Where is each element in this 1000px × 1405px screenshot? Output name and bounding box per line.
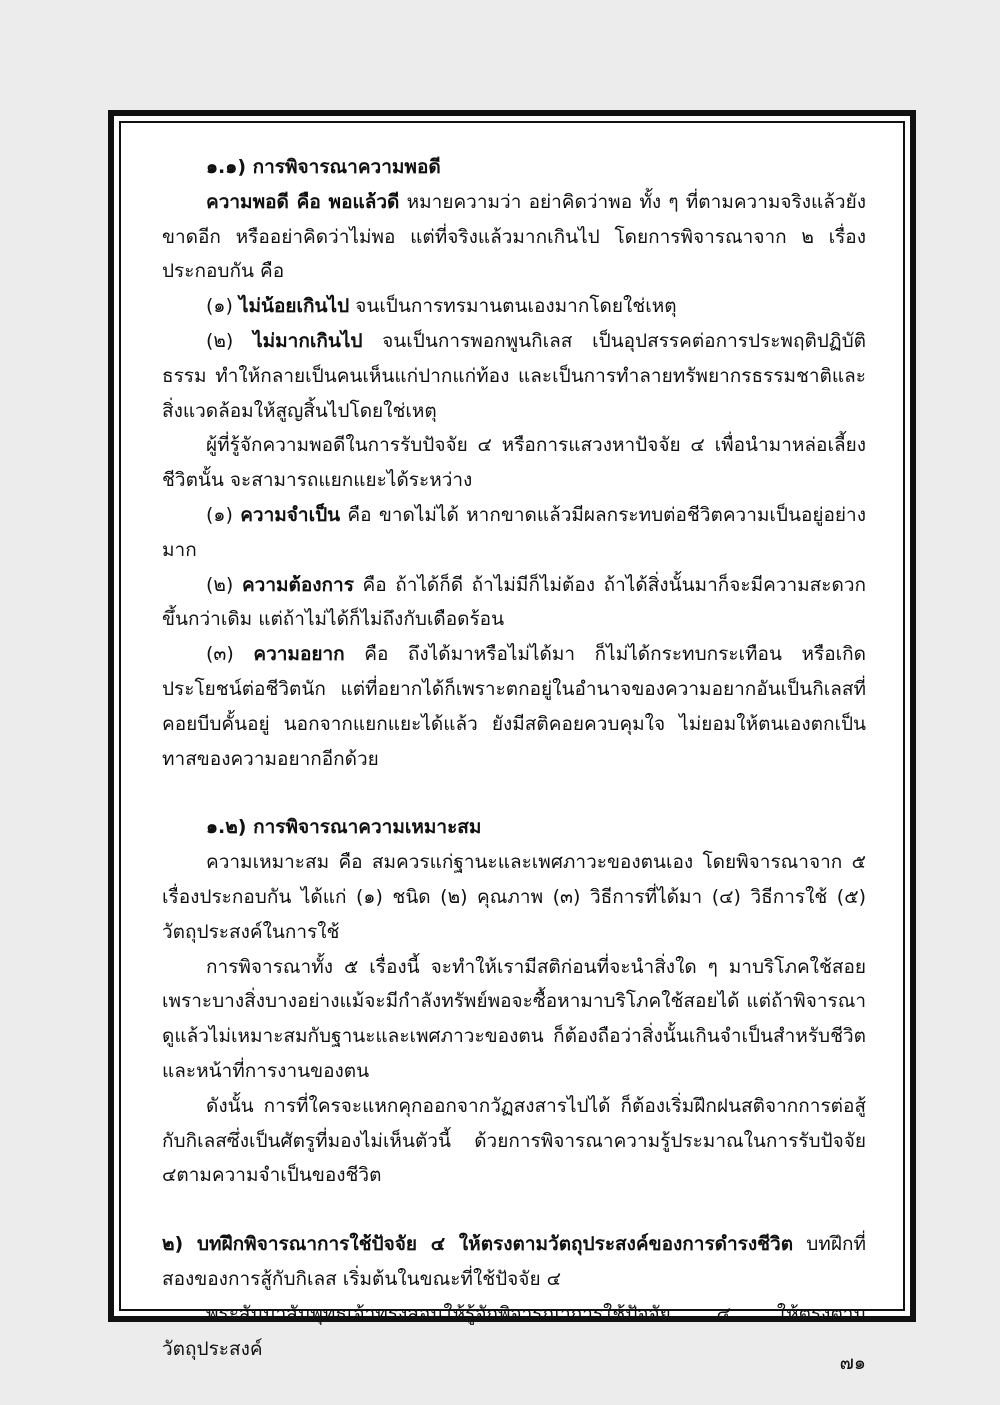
section-spacer — [162, 776, 866, 810]
item-number: (๒) — [206, 573, 242, 596]
item-number: (๒) — [206, 329, 254, 352]
section-heading-1-2: ๑.๒) การพิจารณาความเหมาะสม — [206, 816, 482, 839]
term-sufficiency: ความพอดี คือ พอแล้วดี — [206, 190, 400, 213]
section-2-text: บทฝึกที่สองของการสู้กับกิเลส เริ่มต้นในขณะที่ใช้ปัจจัย ๔ — [162, 1233, 866, 1290]
list-item-desire — [162, 637, 866, 776]
item-text: คือ ถ้าได้ก็ดี ถ้าไม่มีก็ไม่ต้อง ถ้าได้สิ่งนั้นมาก็จะมีความสะดวกขึ้นกว่าเดิม แต่ถ้าไม่ได้ก็ไม่ถึงกับเดือดร้อน — [162, 573, 867, 631]
list-item-want — [162, 568, 866, 638]
list-item-not-too-much — [162, 324, 866, 428]
term-want: ความต้องการ — [241, 573, 354, 596]
item-number: (๑) — [206, 503, 241, 526]
term-not-too-little: ไม่น้อยเกินไป — [238, 295, 350, 318]
item-text: คือ ถึงได้มาหรือไม่ได้มา ก็ไม่ได้กระทบกระเทือน หรือเกิดประโยชน์ต่อชีวิตนัก แต่ที่อยากได้ก็เพราะตกอยู่ในอำนาจของความอยากอันเป็นกิเลสที่คอยบีบคั้นอยู่ นอกจากแยกแยะได้แล้ว ยังมีสติคอยควบคุมใจ ไม่ยอมให้ตนเองตกเป็นทาสของความอยากอีกด้วย — [162, 643, 866, 770]
term-desire: ความอยาก — [253, 643, 345, 666]
term-not-too-much: ไม่มากเกินไป — [253, 329, 363, 352]
paragraph-section-2 — [162, 1227, 866, 1297]
paragraph-appropriateness: ความเหมาะสม คือ สมควรแก่ฐานะและเพศภาวะของตนเอง โดยพิจารณาจาก ๕ เรื่องประกอบกัน ได้แก่ (๑) ชนิด (๒) คุณภาพ (๓) วิธีการที่ได้มา (๔) วิธีการใช้ (๕) วัตถุประสงค์ในการใช้ — [162, 851, 866, 943]
section-heading-2: ๒) บทฝึกพิจารณาการใช้ปัจจัย ๔ ให้ตรงตามวัตถุประสงค์ของการดำรงชีวิต — [162, 1233, 794, 1256]
paragraph-buddha-teaching: พระสัมมาสัมพุทธเจ้าทรงสอนให้รู้จักพิจารณาการใช้ปัจจัย ๔ ให้ตรงตามวัตถุประสงค์ — [162, 1302, 866, 1360]
item-text: จนเป็นการทรมานตนเองมากโดยใช่เหตุ — [349, 295, 677, 318]
sufficiency-text: หมายความว่า อย่าคิดว่าพอ ทั้ง ๆ ที่ตามความจริงแล้วยังขาดอีก หรืออย่าคิดว่าไม่พอ แต่ที่จริงแล้วมากเกินไป โดยการพิจารณาจาก ๒ เรื่องประกอบกัน คือ — [162, 190, 866, 283]
paragraph-sufficiency-definition — [162, 185, 866, 289]
item-text: จนเป็นการพอกพูนกิเลส เป็นอุปสรรคต่อการประพฤติปฏิบัติธรรม ทำให้กลายเป็นคนเห็นแก่ปากแก่ท้อง และเป็นการทำลายทรัพยากรธรรมชาติและสิ่งแวดล้อมให้สูญสิ้นไปโดยใช่เหตุ — [162, 329, 867, 422]
paragraph-consideration: การพิจารณาทั้ง ๕ เรื่องนี้ จะทำให้เรามีสติก่อนที่จะนำสิ่งใด ๆ มาบริโภคใช้สอย เพราะบางสิ่งบางอย่างแม้จะมีกำลังทรัพย์พอจะซื้อหามาบริโภคใช้สอยได้ แต่ถ้าพิจารณาดูแล้วไม่เหมาะสมกับฐานะและเพศภาวะของตน ก็ต้องถือว่าสิ่งนั้นเกินจำเป็นสำหรับชีวิตและหน้าที่การงานของตน — [162, 955, 866, 1082]
section-heading-1-1: ๑.๑) การพิจารณาความพอดี — [206, 156, 441, 178]
term-necessity: ความจำเป็น — [240, 503, 341, 526]
section-spacer — [162, 1193, 866, 1227]
list-item-necessity — [162, 498, 866, 568]
list-item-not-too-little — [162, 289, 866, 324]
paragraph-distinguish: ผู้ที่รู้จักความพอดีในการรับปัจจัย ๔ หรือการแสวงหาปัจจัย ๔ เพื่อนำมาหล่อเลี้ยงชีวิตนั้น จะสามารถแยกแยะได้ระหว่าง — [162, 434, 866, 492]
page-content — [162, 150, 866, 1366]
page-number: ๗๑ — [839, 1352, 866, 1374]
item-text: คือ ขาดไม่ได้ หากขาดแล้วมีผลกระทบต่อชีวิตความเป็นอยู่อย่างมาก — [162, 503, 866, 561]
item-number: (๓) — [206, 643, 254, 666]
item-number: (๑) — [206, 295, 239, 318]
paragraph-therefore: ดังนั้น การที่ใครจะแหกคุกออกจากวัฏสงสารไปได้ ก็ต้องเริ่มฝึกฝนสติจากการต่อสู้กับกิเลสซึ่งเป็นศัตรูที่มองไม่เห็นตัวนี้ ด้วยการพิจารณาความรู้ประมาณในการรับปัจจัย ๔ตามความจำเป็นของชีวิต — [162, 1094, 866, 1187]
